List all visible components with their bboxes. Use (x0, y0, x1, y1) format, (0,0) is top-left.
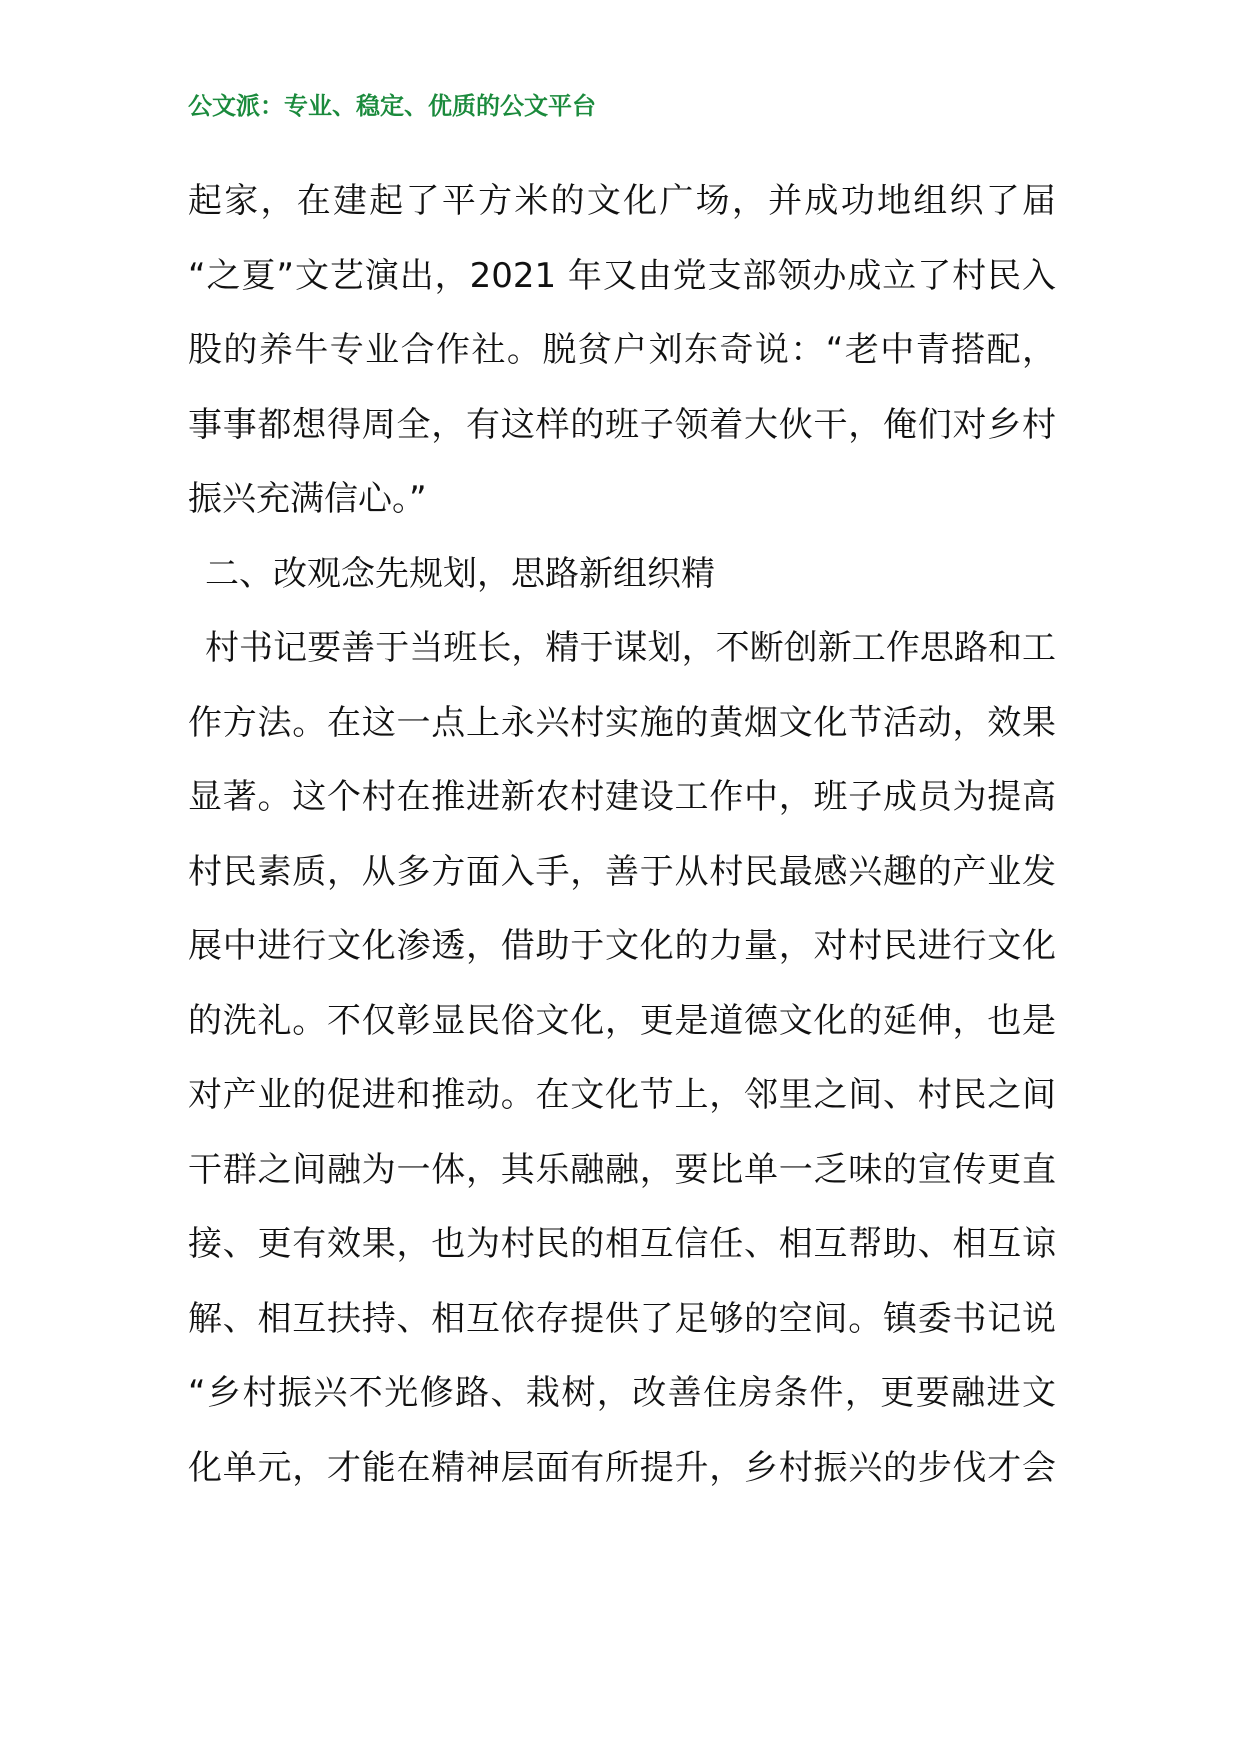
text-line: “乡村振兴不光修路、栽树，改善住房条件，更要融进文 (188, 1373, 1056, 1413)
text-line: “之夏”文艺演出，2021 年又由党支部领办成立了村民入 (188, 255, 1056, 296)
text-line: 的洗礼。不仅彰显民俗文化，更是道德文化的延伸，也是 (188, 1000, 1056, 1041)
text-line: 村书记要善于当班长，精于谋划，不断创新工作思路和工 (205, 628, 1056, 668)
text-line: 接、更有效果，也为村民的相互信任、相互帮助、相互谅 (188, 1224, 1056, 1264)
text-line: 股的养牛专业合作社。脱贫户刘东奇说：“老中青搭配， (188, 330, 1056, 370)
text-line: 村民素质，从多方面入手，善于从村民最感兴趣的产业发 (188, 851, 1056, 892)
document-body (188, 164, 1056, 1505)
text-line: 起家，在建起了平方米的文化广场，并成功地组织了届 (188, 181, 1056, 221)
text-line: 显著。这个村在推进新农村建设工作中，班子成员为提高 (188, 777, 1056, 817)
text-line: 事事都想得周全，有这样的班子领着大伙干，俺们对乡村 (188, 404, 1056, 445)
section-heading: 二、改观念先规划，思路新组织精 (205, 553, 715, 594)
text-line: 对产业的促进和推动。在文化节上，邻里之间、村民之间 (188, 1075, 1056, 1115)
page-header: 公文派：专业、稳定、优质的公文平台 (188, 92, 596, 120)
text-line: 振兴充满信心。” (188, 479, 427, 519)
text-line: 干群之间融为一体，其乐融融，要比单一乏味的宣传更直 (188, 1149, 1056, 1190)
text-line: 作方法。在这一点上永兴村实施的黄烟文化节活动，效果 (188, 702, 1056, 743)
text-line: 化单元，才能在精神层面有所提升，乡村振兴的步伐才会 (188, 1447, 1056, 1488)
text-line: 展中进行文化渗透，借助于文化的力量，对村民进行文化 (188, 926, 1056, 966)
text-line: 解、相互扶持、相互依存提供了足够的空间。镇委书记说 (188, 1298, 1056, 1339)
